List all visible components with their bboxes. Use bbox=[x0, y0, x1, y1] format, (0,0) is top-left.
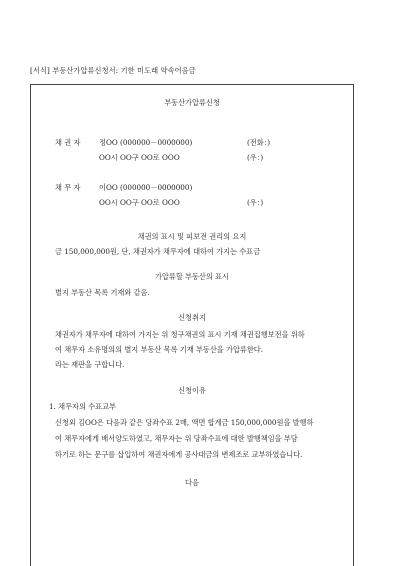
debtor-label: 채 무 자 bbox=[55, 183, 81, 192]
creditor-postal: (우：) bbox=[247, 153, 264, 162]
creditor-label: 채 권 자 bbox=[55, 138, 81, 147]
reason-line: 신청외 김OO은 다음과 같은 당좌수표 2매, 액면 합계금 150,000,000원을 발행하 bbox=[55, 418, 314, 427]
property-text: 별지 부동산 목록 기재와 같음. bbox=[55, 288, 150, 297]
property-heading: 가압류할 부동산의 표시 bbox=[154, 272, 229, 281]
purpose-line: 채권자가 채무자에 대하여 가지는 위 청구채권의 표시 기재 채권집행보전을 위하 bbox=[55, 330, 305, 339]
claim-text: 금 150,000,000원, 단, 채권자가 채무자에 대하여 가지는 수표금 bbox=[55, 247, 261, 256]
purpose-line: 라는 재판을 구합니다. bbox=[55, 360, 125, 369]
purpose-heading: 신청취지 bbox=[178, 313, 206, 322]
reason-line: 하기로 하는 문구를 삽입하여 채권자에게 공사대금의 변제조로 교부하였습니다. bbox=[55, 450, 303, 459]
debtor-name: 이OO (000000－0000000) bbox=[99, 183, 193, 192]
form-header: [서식] 부동산가압류신청서: 기한 미도래 약속어음금 bbox=[30, 66, 196, 75]
reason-heading: 신청이유 bbox=[178, 386, 206, 395]
next-heading: 다음 bbox=[185, 478, 199, 487]
document-title: 부동산가압류신청 bbox=[164, 98, 220, 107]
creditor-phone: (전화：) bbox=[247, 138, 271, 147]
debtor-postal: (우：) bbox=[247, 198, 264, 207]
creditor-address: OO시 OO구 OO로 OOO bbox=[99, 153, 180, 162]
debtor-address: OO시 OO구 OO로 OOO bbox=[99, 198, 180, 207]
reason-item: 1. 채무자의 수표교부 bbox=[49, 402, 116, 411]
creditor-name: 정OO (000000－0000000) bbox=[99, 138, 193, 147]
purpose-line: 여 채무자 소유명의의 별지 부동산 목록 기재 부동산을 가압류한다. bbox=[55, 345, 264, 354]
claim-heading: 채권의 표시 및 피보전 권리의 요지 bbox=[137, 232, 247, 241]
document-frame bbox=[30, 84, 354, 566]
reason-line: 여 채무자에게 배서양도하였고, 채무자는 위 당좌수표에 대한 발행책임을 부담 bbox=[55, 434, 298, 443]
